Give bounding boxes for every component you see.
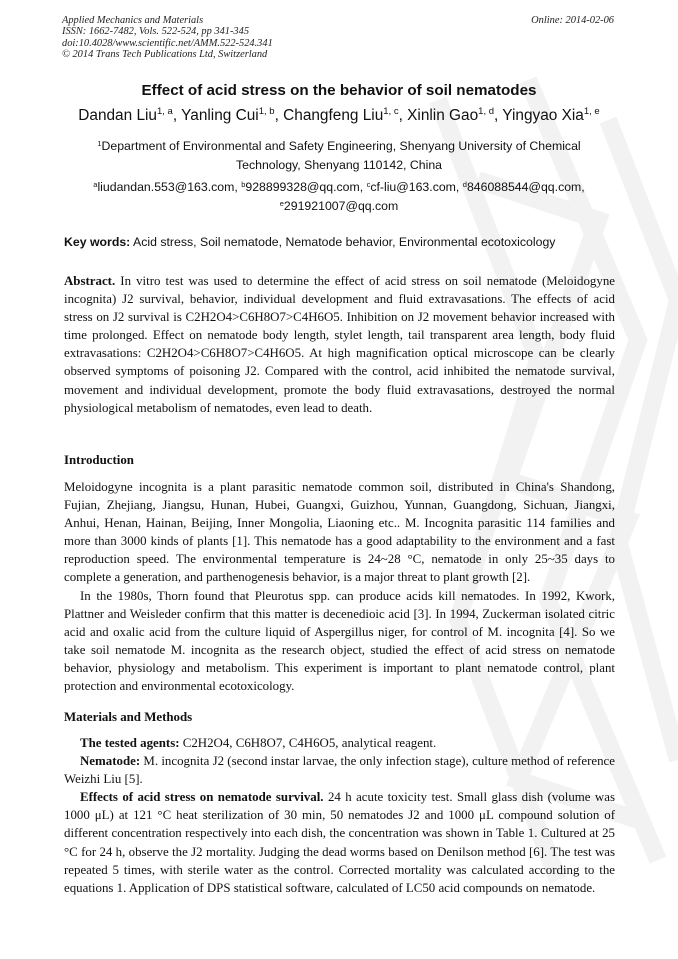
- author-name: Yanling Cui: [181, 107, 259, 124]
- intro-paragraph: In the 1980s, Thorn found that Pleurotus spp. can produce acids kill nematodes. In 1992, Kwork, Plattner and Weisleder confirm that this matter is decenedioic acid [3]. In 1994, Zuckerman isolated citric acid and oxalic acid from the culture liquid of Aspergillus niger, for control of M. incognita [4]. So we take soil nematode M. incognita as the research object, studied the effect of acid stress on nematode behavior, physiology and metabolism. This experiment is important to plant nematode control, plant protection and environmental ecotoxicology.: [64, 588, 615, 694]
- materials-methods-body: [64, 734, 615, 897]
- introduction-body: [64, 478, 615, 695]
- abstract: [64, 272, 615, 417]
- journal-doi[interactable]: doi:10.4028/www.scientific.net/AMM.522-524.341: [62, 37, 273, 49]
- section-heading-materials-methods: Materials and Methods: [64, 710, 193, 724]
- abstract-label: Abstract.: [64, 274, 116, 288]
- affiliation: [90, 137, 588, 174]
- author-name: Changfeng Liu: [283, 107, 384, 124]
- section-heading-introduction: Introduction: [64, 453, 134, 467]
- mm-paragraph-nematode: [64, 752, 615, 788]
- affiliation-text: Department of Environmental and Safety Engineering, Shenyang University of Chemical Technology, Shenyang 110142, China: [101, 139, 581, 172]
- online-date: Online: 2014-02-06: [531, 15, 614, 26]
- email-sup: b: [241, 180, 246, 189]
- email-link[interactable]: 928899328@qq.com,: [245, 180, 367, 194]
- journal-header: [62, 15, 273, 61]
- author-name: Yingyao Xia: [502, 107, 584, 124]
- email-link[interactable]: cf-liu@163.com,: [370, 180, 463, 194]
- author-name: Dandan Liu: [78, 107, 157, 124]
- author-emails: [80, 178, 598, 215]
- keywords: [64, 235, 616, 249]
- keywords-text: Acid stress, Soil nematode, Nematode behavior, Environmental ecotoxicology: [130, 235, 556, 249]
- author-sup: 1, b: [258, 106, 275, 117]
- email-sup: c: [366, 180, 371, 189]
- author-sup: 1, d: [478, 106, 495, 117]
- agents-text: C2H2O4, C6H8O7, C4H6O5, analytical reagent.: [179, 736, 437, 750]
- affiliation-sup: 1: [97, 139, 102, 148]
- author-sup: 1, c: [383, 106, 399, 117]
- abstract-text: In vitro test was used to determine the effect of acid stress on soil nematode (Meloidogyne incognita) J2 survival, behavior, individual development and fluid extravasations. The effects of acid stress on J2 survival is C2H2O4>C6H8O7>C4H6O5. Inhibition on J2 movement behavior increased with time prolonged. Effect on nematode body length, stylet length, tail transparent area length, body fluid extravasations: C2H2O4>C6H8O7>C4H6O5. At high magnification optical microscope can be clearly observed symptoms of poisoning J2. Compared with the control, acid inhibited the nematode survival, movement and individual development, promote the body fluid extravasations, destroyed the normal physiological metabolism of nematodes, even lead to death.: [64, 274, 615, 415]
- effects-text: 24 h acute toxicity test. Small glass dish (volume was 1000 μL) at 121 °C heat sterilization of 30 min, 50 nematodes J2 and 1000 μL compound solution of different concentration respectively into each dish, the concentration was shown in Table 1. Cultured at 25 °C for 24 h, observe the J2 mortality. Judging the dead worms based on Denilson method [6]. The test was repeated 5 times, with sterile water as the control. Corrected mortality was calculated according to the equations 1. Application of DPS statistical software, calculated of LC50 acid compounds on nematode.: [64, 790, 615, 895]
- effects-label: Effects of acid stress on nematode survival.: [80, 790, 324, 805]
- nematode-label: Nematode:: [80, 754, 141, 769]
- keywords-label: Key words:: [64, 235, 131, 249]
- author-name: Xinlin Gao: [407, 107, 479, 124]
- author-sup: 1, e: [583, 106, 600, 117]
- mm-paragraph-agents: [64, 734, 615, 752]
- journal-copyright: © 2014 Trans Tech Publications Ltd, Switzerland: [62, 49, 268, 61]
- email-link[interactable]: 846088544@qq.com,: [466, 180, 585, 194]
- email-sup: e: [279, 198, 284, 208]
- email-sup: a: [93, 180, 98, 189]
- nematode-text: M. incognita J2 (second instar larvae, the only infection stage), culture method of reference Weizhi Liu [5].: [64, 754, 615, 787]
- author-sup: 1, a: [157, 106, 173, 117]
- journal-issn: ISSN: 1662-7482, Vols. 522-524, pp 341-345: [62, 26, 250, 38]
- email-link[interactable]: liudandan.553@163.com,: [97, 180, 242, 194]
- email-link[interactable]: 291921007@qq.com: [283, 198, 399, 213]
- email-sup: d: [462, 180, 467, 189]
- journal-name: Applied Mechanics and Materials: [62, 15, 204, 26]
- paper-title: Effect of acid stress on the behavior of soil nematodes: [141, 82, 537, 99]
- intro-paragraph: Meloidogyne incognita is a plant parasitic nematode common soil, distributed in China's Shandong, Fujian, Zhejiang, Jiangsu, Hunan, Hubei, Guangxi, Guizhou, Yunnan, Guangdong, Sichuan, Jiangxi, Anhui, Henan, Hainan, Beijing, Inner Mongolia, Liaoning etc.. M. Incognita parasitic 114 families and more than 3000 kinds of plants [1]. This nematode has a good adaptability to the environment and a fast reproduction speed. The environmental temperature is 24~28 °C, nematode in only 25~35 days to complete a generation, and parthenogenesis behavior, is a major threat to plant growth [2].: [64, 480, 615, 585]
- author-list: Dandan Liu$^{1, a}$, Yanling Cui$^{1, b}$, Changfeng Liu$^{1, c}$, Xinlin Gao$^{1, d}$, Yingyao Xia$^{1, e}$: [78, 106, 600, 124]
- mm-paragraph-effects: [64, 788, 615, 897]
- agents-label: The tested agents:: [80, 736, 180, 750]
